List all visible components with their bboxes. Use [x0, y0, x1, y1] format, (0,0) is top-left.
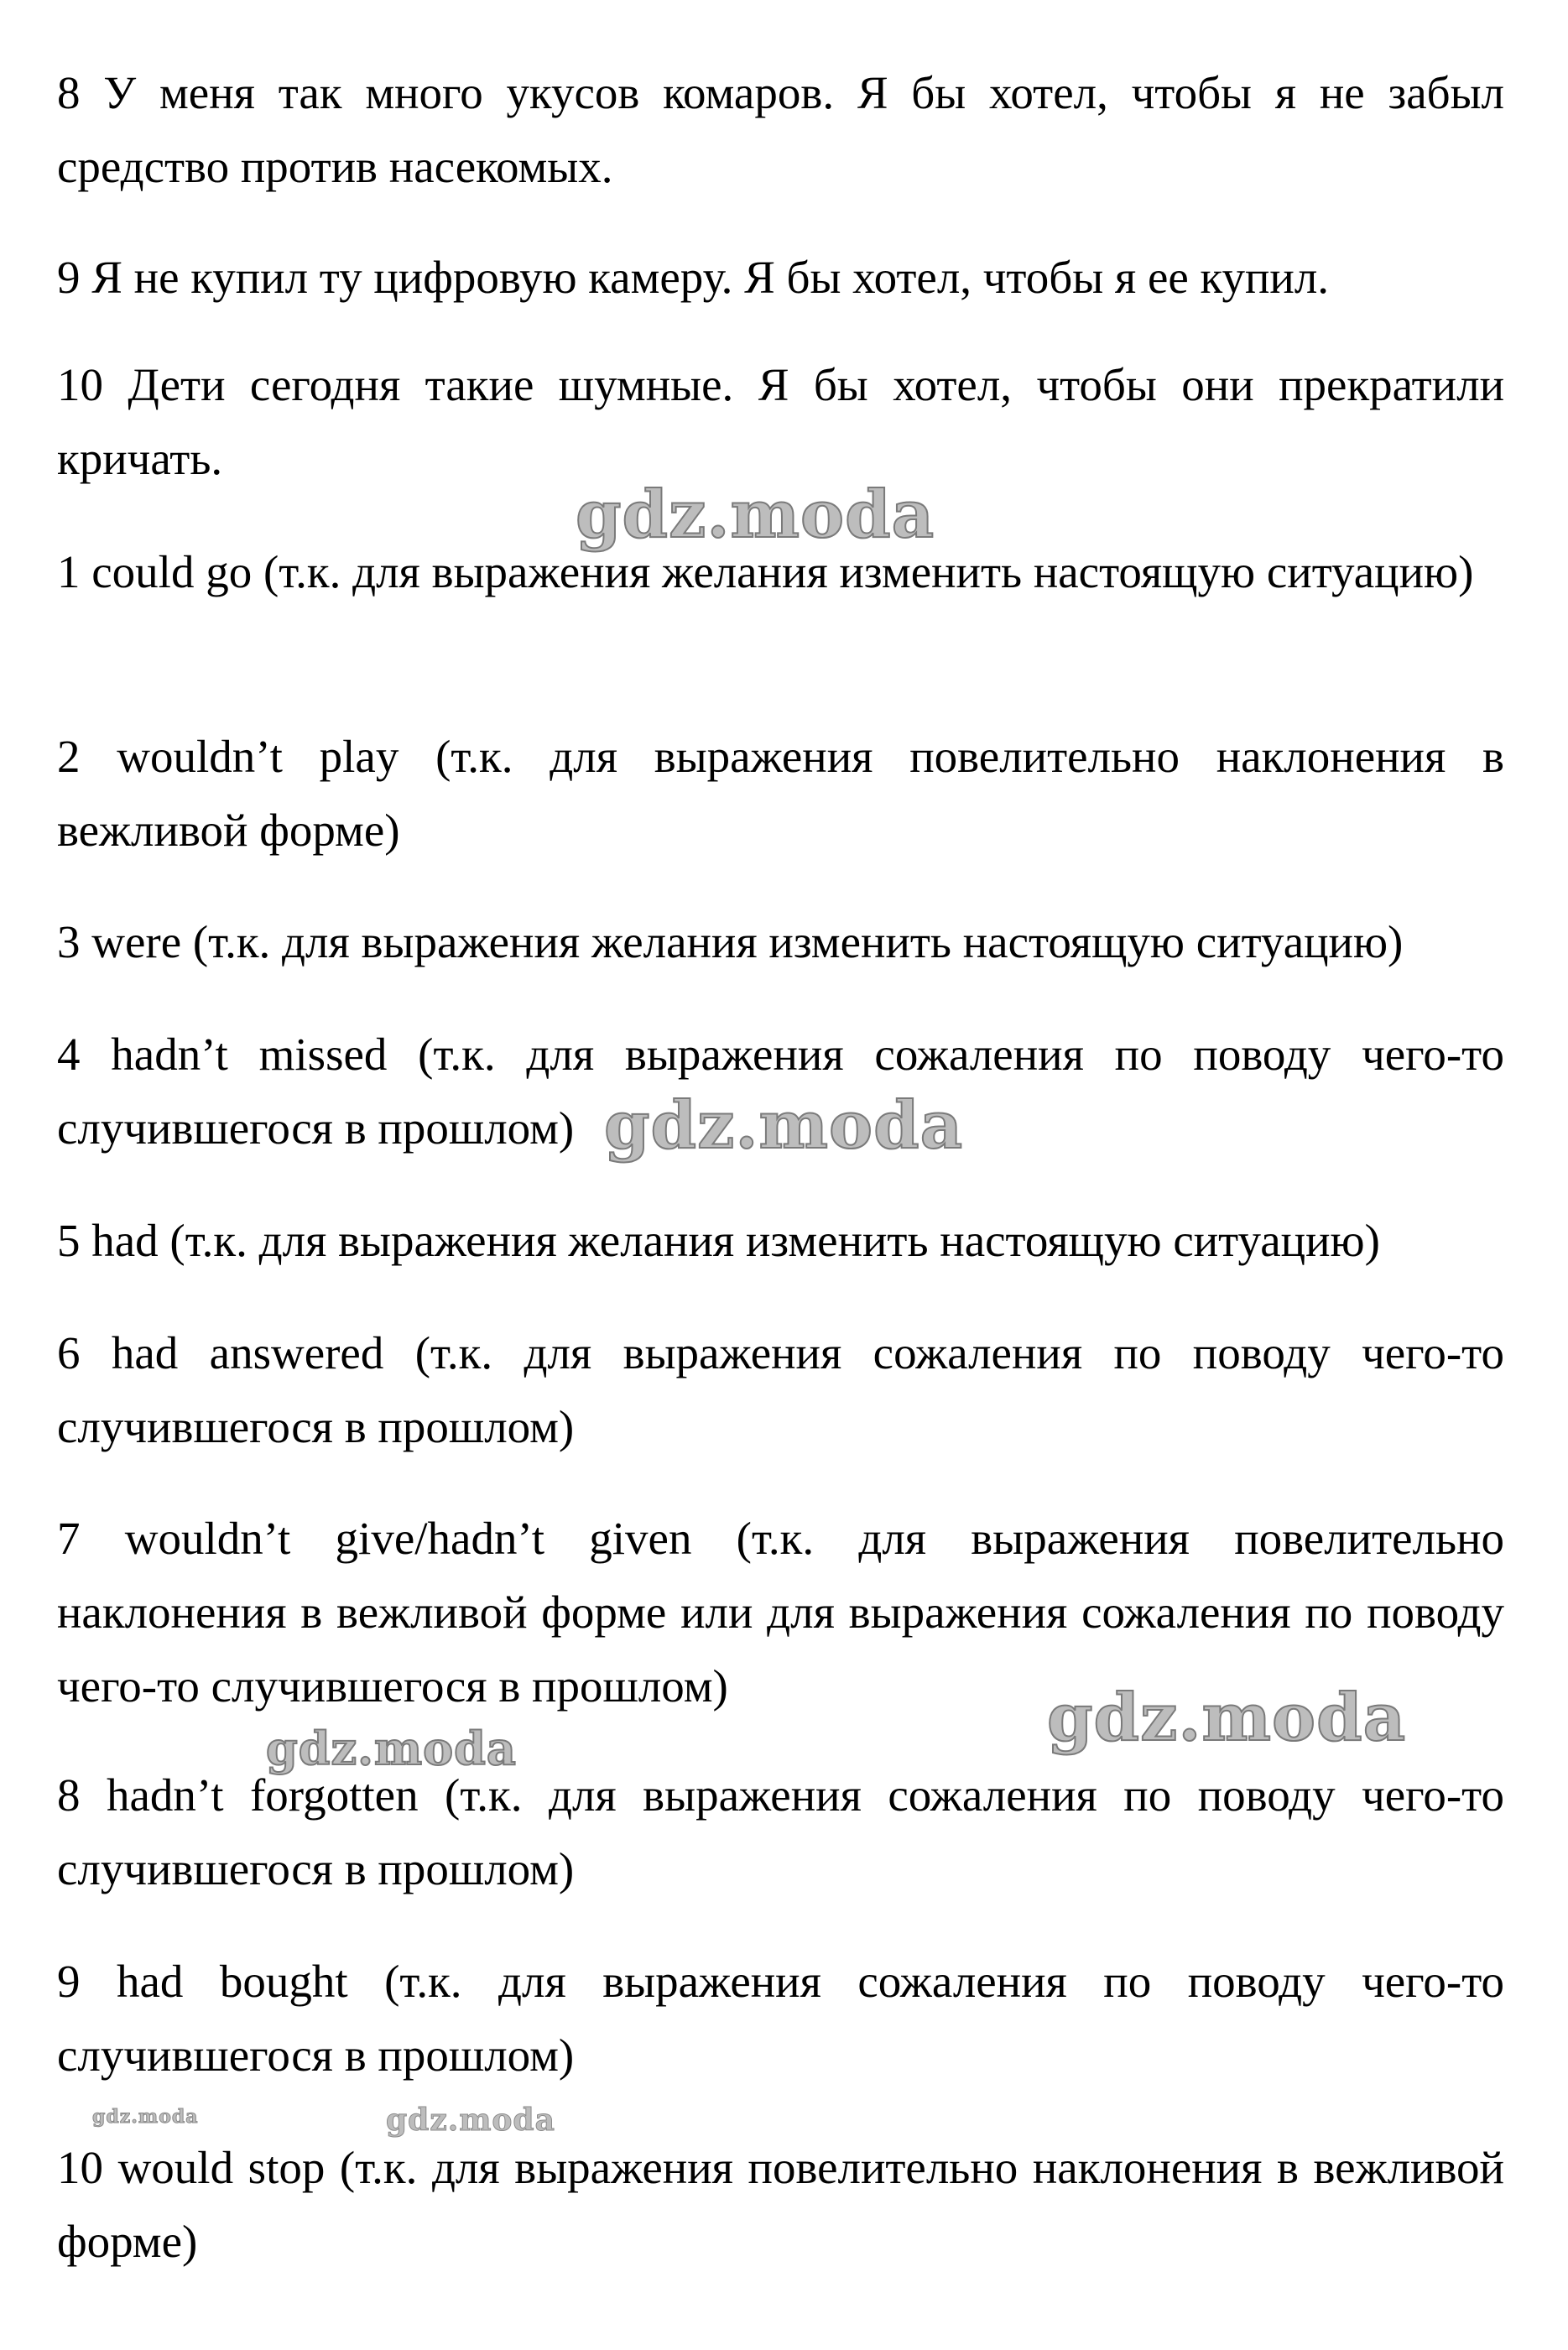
paragraph-answer-4: 4 hadn’t missed (т.к. для выражения сожаления по поводу чего-то случившегося в прошлом) [57, 1029, 1504, 1154]
paragraph-translation-8: 8 У меня так много укусов комаров. Я бы хотел, чтобы я не забыл средство против насекомых. [57, 67, 1504, 192]
paragraph-translation-9: 9 Я не купил ту цифровую камеру. Я бы хотел, чтобы я ее купил. [57, 252, 1330, 303]
paragraph-answer-9: 9 had bought (т.к. для выражения сожаления по поводу чего-то случившегося в прошлом) [57, 1956, 1504, 2081]
paragraph-answer-8: 8 hadn’t forgotten (т.к. для выражения сожаления по поводу чего-то случившегося в прошлом) [57, 1769, 1504, 1894]
paragraph-answer-1: 1 could go (т.к. для выражения желания изменить настоящую ситуацию) [57, 546, 1474, 597]
watermark: gdz.moda [386, 2102, 555, 2138]
paragraph-answer-7: 7 wouldn’t give/hadn’t given (т.к. для выражения повелительно наклонения в вежливой форме или для выражения сожаления по поводу чего-то случившегося в прошлом) [57, 1513, 1504, 1712]
watermark: gdz.moda [92, 2106, 199, 2128]
paragraph-translation-10: 10 Дети сегодня такие шумные. Я бы хотел, чтобы они прекратили кричать. [57, 359, 1504, 484]
watermark: gdz.moda [576, 477, 935, 553]
paragraph-answer-5: 5 had (т.к. для выражения желания изменить настоящую ситуацию) [57, 1215, 1380, 1266]
paragraph-answer-10: 10 would stop (т.к. для выражения повелительно наклонения в вежливой форме) [57, 2142, 1504, 2267]
watermark: gdz.moda [266, 1722, 517, 1775]
watermark: gdz.moda [1047, 1680, 1407, 1756]
paragraph-answer-6: 6 had answered (т.к. для выражения сожаления по поводу чего-то случившегося в прошлом) [57, 1327, 1504, 1452]
paragraph-answer-2: 2 wouldn’t play (т.к. для выражения повелительно наклонения в вежливой форме) [57, 731, 1504, 856]
watermark: gdz.moda [604, 1087, 964, 1164]
paragraph-answer-3: 3 were (т.к. для выражения желания изменить настоящую ситуацию) [57, 916, 1404, 967]
